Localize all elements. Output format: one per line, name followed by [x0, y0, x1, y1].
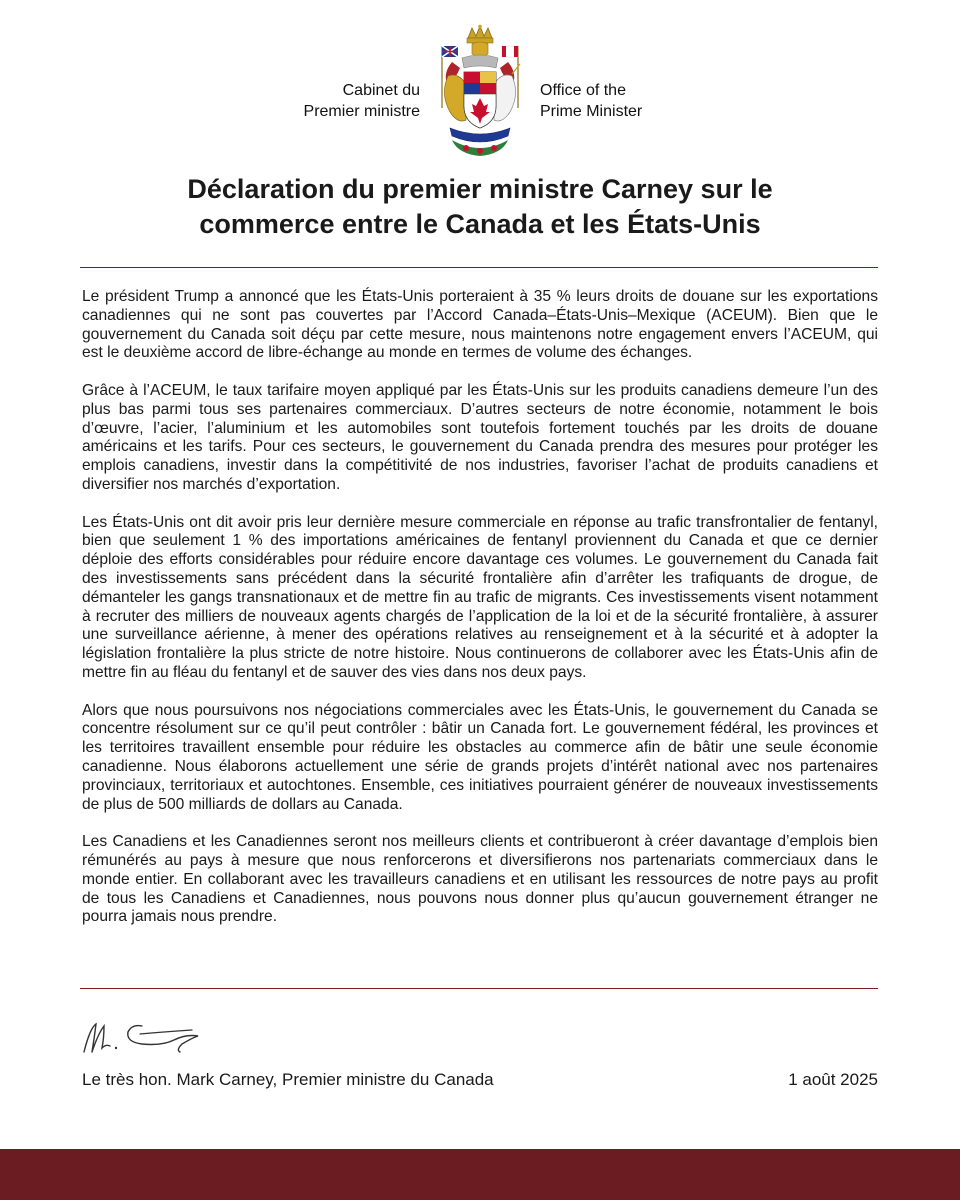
bottom-divider — [80, 988, 878, 989]
footer-band — [0, 1149, 960, 1200]
paragraph: Grâce à l’ACEUM, le taux tarifaire moyen appliqué par les États-Unis sur les produits canadiens demeure l’un des plus bas parmi tous ses partenaires commerciaux. D’autres secteurs de notre économie, notamment le bois d’œuvre, l’acier, l’aluminium et les automobiles sont toutefois fortement touchés par les droits de douane américains et les tarifs. Pour ces secteurs, le gouvernement du Canada prendra des mesures pour protéger les emplois canadiens, investir dans la compétitivité de nos industries, favoriser l’achat de produits canadiens et diversifier nos marchés d’exportation. — [82, 381, 878, 493]
statement-title-line1: Déclaration du premier ministre Carney sur le — [187, 174, 773, 204]
letterhead-french — [304, 80, 420, 122]
letterhead-english-line2: Prime Minister — [540, 103, 643, 120]
statement-title — [80, 172, 880, 242]
paragraph: Le président Trump a annoncé que les États-Unis porteraient à 35 % leurs droits de douane sur les exportations canadiennes qui ne sont pas couvertes par l’Accord Canada–États-Unis–Mexique (ACEUM). Bien que le gouvernement du Canada soit déçu par cette mesure, nous maintenons notre engagement envers l’ACEUM, qui est le deuxième accord de libre-échange au monde en termes de volume des échanges. — [82, 288, 878, 362]
letterhead-english — [540, 80, 642, 122]
statement-title-line2: commerce entre le Canada et les États-Unis — [199, 209, 761, 239]
statement-body — [82, 288, 878, 946]
top-divider — [80, 267, 878, 268]
coat-of-arms-icon — [422, 24, 538, 158]
paragraph: Alors que nous poursuivons nos négociations commerciales avec les États-Unis, le gouvernement du Canada se concentre résolument sur ce qu’il peut contrôler : bâtir un Canada fort. Le gouvernement fédéral, les provinces et les territoires travaillent ensemble pour réduire les obstacles au commerce afin de bâtir une seule économie canadienne. Nous élaborons actuellement une série de grands projets d’intérêt national avec nos partenaires provinciaux, territoriaux et autochtones. Ensemble, ces initiatives pourraient générer de nouveaux investissements de plus de 500 milliards de dollars au Canada. — [82, 701, 878, 813]
letterhead — [0, 24, 960, 164]
letterhead-english-line1: Office of the — [540, 82, 626, 99]
letterhead-french-line1: Cabinet du — [342, 82, 420, 99]
paragraph: Les Canadiens et les Canadiennes seront nos meilleurs clients et contribueront à créer davantage d’emplois bien rémunérés au pays à mesure que nous renforcerons et diversifierons nos partenariats commerciaux dans le monde entier. En collaborant avec les travailleurs canadiens et en utilisant les ressources de notre pays au profit de tous les Canadiens et Canadiennes, nous pouvons nous donner plus qu’aucun gouvernement étranger ne pourra jamais nous prendre. — [82, 833, 878, 926]
statement-date: 1 août 2025 — [788, 1070, 878, 1089]
letterhead-french-line2: Premier ministre — [303, 103, 420, 120]
handwritten-signature-icon — [82, 1018, 212, 1058]
signatory-name: Le très hon. Mark Carney, Premier ministre du Canada — [82, 1070, 494, 1089]
paragraph: Les États-Unis ont dit avoir pris leur dernière mesure commerciale en réponse au trafic transfrontalier de fentanyl, bien que seulement 1 % des importations américaines de fentanyl proviennent du Canada et que ce dernier déploie des efforts considérables pour réduire encore davantage ces volumes. Le gouvernement du Canada fait des investissements sans précédent dans la sécurité frontalière afin d’arrêter les trafiquants de drogue, de démanteler les gangs transnationaux et de mettre fin au trafic de migrants. Ces investissements visent notamment à recruter des milliers de nouveaux agents chargés de l’application de la loi et de la sécurité frontalière, à assurer une surveillance aérienne, à mener des opérations relatives au renseignement et à la sécurité et à adopter la législation frontalière la plus stricte de notre histoire. Nous continuerons de collaborer avec les États-Unis afin de mettre fin au fléau du fentanyl et de sauver des vies dans nos deux pays. — [82, 513, 878, 681]
